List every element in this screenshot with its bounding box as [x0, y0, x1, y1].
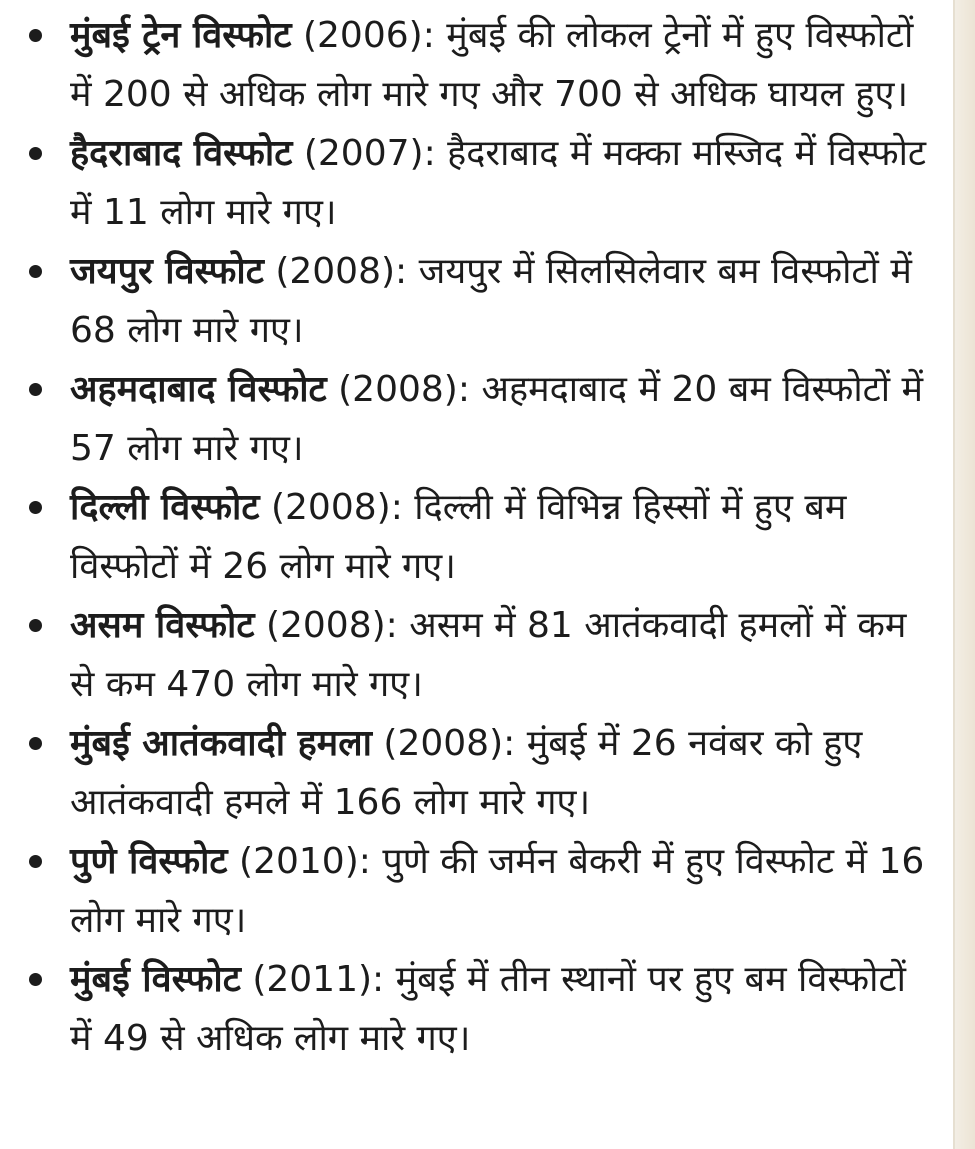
event-description: मुंबई में तीन स्थानों पर हुए बम विस्फोटों में 49 से अधिक लोग मारे गए। [70, 959, 906, 1059]
event-separator: : [395, 251, 408, 292]
event-title: मुंबई आतंकवादी हमला [70, 723, 372, 764]
event-title: जयपुर विस्फोट [70, 251, 264, 292]
event-separator: : [390, 487, 403, 528]
event-year: (2006) [302, 15, 423, 56]
event-separator: : [423, 133, 436, 174]
list-item [0, 6, 940, 124]
event-year: (2011) [252, 959, 373, 1000]
event-description: मुंबई में 26 नवंबर को हुए आतंकवादी हमले में 166 लोग मारे गए। [70, 723, 863, 823]
bullet-icon [29, 265, 42, 278]
event-year: (2008) [265, 605, 386, 646]
list-item [0, 832, 940, 950]
event-year: (2010) [239, 841, 359, 882]
event-year: (2008) [383, 723, 504, 764]
event-year: (2008) [270, 487, 391, 528]
event-title: असम विस्फोट [70, 605, 255, 646]
list-item [0, 714, 940, 832]
event-title: मुंबई ट्रेन विस्फोट [70, 15, 292, 56]
bullet-icon [29, 501, 42, 514]
bullet-icon [29, 29, 42, 42]
event-title: अहमदाबाद विस्फोट [70, 369, 327, 410]
event-description: दिल्ली में विभिन्न हिस्सों में हुए बम विस्फोटों में 26 लोग मारे गए। [70, 487, 847, 587]
bullet-icon [29, 737, 42, 750]
event-title: पुणे विस्फोट [70, 841, 228, 882]
event-description: अहमदाबाद में 20 बम विस्फोटों में 57 लोग मारे गए। [70, 369, 924, 469]
event-title: दिल्ली विस्फोट [70, 487, 260, 528]
event-description: पुणे की जर्मन बेकरी में हुए विस्फोट में 16 लोग मारे गए। [70, 841, 925, 941]
list-item [0, 124, 940, 242]
blast-events-list [0, 6, 940, 1068]
event-description: असम में 81 आतंकवादी हमलों में कम से कम 470 लोग मारे गए। [70, 605, 907, 705]
list-item [0, 360, 940, 478]
list-item [0, 596, 940, 714]
bullet-icon [29, 383, 42, 396]
event-separator: : [503, 723, 516, 764]
article-content [0, 6, 940, 1068]
event-title: हैदराबाद विस्फोट [70, 133, 293, 174]
event-description: मुंबई की लोकल ट्रेनों में हुए विस्फोटों में 200 से अधिक लोग मारे गए और 700 से अधिक घायल हुए। [70, 15, 914, 115]
event-description: हैदराबाद में मक्का मस्जिद में विस्फोट में 11 लोग मारे गए। [70, 133, 927, 233]
bullet-icon [29, 973, 42, 986]
event-separator: : [422, 15, 435, 56]
bullet-icon [29, 147, 42, 160]
event-year: (2008) [338, 369, 458, 410]
event-separator: : [385, 605, 398, 646]
event-separator: : [372, 959, 385, 1000]
bullet-icon [29, 855, 42, 868]
list-item [0, 242, 940, 360]
background-edge-strip [953, 0, 975, 1149]
event-title: मुंबई विस्फोट [70, 959, 241, 1000]
event-description: जयपुर में सिलसिलेवार बम विस्फोटों में 68 लोग मारे गए। [70, 251, 912, 351]
event-separator: : [457, 369, 470, 410]
list-item [0, 478, 940, 596]
event-year: (2008) [275, 251, 396, 292]
event-year: (2007) [303, 133, 424, 174]
event-separator: : [358, 841, 371, 882]
list-item [0, 950, 940, 1068]
bullet-icon [29, 619, 42, 632]
